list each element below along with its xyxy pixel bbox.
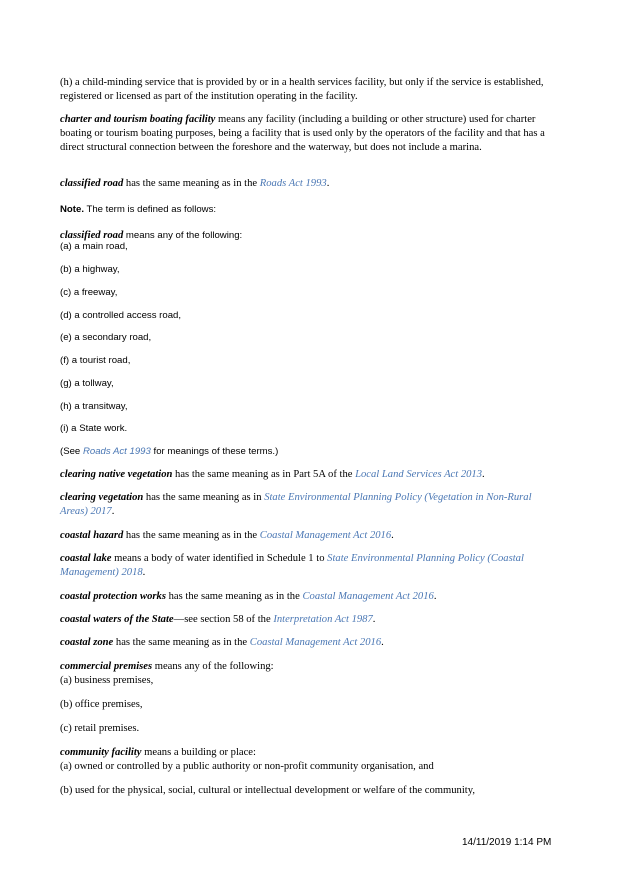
local-land-services-act-link[interactable]: Local Land Services Act 2013 — [355, 469, 483, 480]
coastal-management-act-link[interactable]: Coastal Management Act 2016 — [259, 530, 392, 541]
note: Note. The term is defined as follows: — [60, 204, 217, 215]
interpretation-act-link[interactable]: Interpretation Act 1987 — [273, 614, 373, 625]
see-reference: (See Roads Act 1993 for meanings of these terms.) — [60, 446, 279, 457]
list-item: (c) a freeway, — [60, 287, 118, 298]
list-item: (b) a highway, — [60, 264, 120, 275]
roads-act-link[interactable]: Roads Act 1993 — [259, 178, 327, 189]
defined-term: clearing vegetation — [60, 492, 144, 503]
list-item: (b) office premises, — [60, 699, 143, 710]
defined-term: classified road — [60, 178, 124, 189]
sepp-coastal-management-link[interactable]: State Environmental Planning Policy (Coastal Management) 2018 — [60, 553, 524, 578]
list-item: (a) a main road, — [60, 241, 128, 252]
defined-term: coastal hazard — [60, 530, 124, 541]
list-item: (a) owned or controlled by a public authority or non-profit community organisation, and — [60, 761, 434, 772]
list-item: (a) business premises, — [60, 675, 154, 686]
note-definition-heading: classified road means any of the following: — [60, 230, 243, 241]
list-item: (h) a transitway, — [60, 401, 128, 412]
roads-act-link[interactable]: Roads Act 1993 — [82, 446, 151, 457]
defined-term: coastal protection works — [60, 591, 166, 602]
list-item: (g) a tollway, — [60, 378, 114, 389]
definition-community-facility: community facility means a building or place: — [60, 747, 256, 758]
footer-timestamp: 14/11/2019 1:14 PM — [462, 837, 552, 848]
definition-charter-boating: charter and tourism boating facility means any facility (including a building or other structure) used for charter boating or tourism boating purposes, being a facility that is used only by the operators of the facility and that has a direct structural connection between the foreshore and the waterway, but does not include a marina. — [60, 114, 545, 153]
defined-term: classified road — [60, 230, 124, 241]
list-item: (d) a controlled access road, — [60, 310, 182, 321]
coastal-management-act-link[interactable]: Coastal Management Act 2016 — [249, 637, 382, 648]
definition-coastal-zone: coastal zone has the same meaning as in the Coastal Management Act 2016. — [60, 637, 384, 648]
definition-child-minding: (h) a child-minding service that is provided by or in a health services facility, but only if the service is established, registered or licensed as part of the institution operating in the facility. — [60, 77, 544, 102]
list-item: (b) used for the physical, social, cultural or intellectual development or welfare of the community, — [60, 785, 475, 796]
definition-coastal-hazard: coastal hazard has the same meaning as in the Coastal Management Act 2016. — [60, 530, 394, 541]
definition-coastal-protection-works: coastal protection works has the same meaning as in the Coastal Management Act 2016. — [60, 591, 437, 602]
list-item: (e) a secondary road, — [60, 332, 152, 343]
defined-term: community facility — [60, 747, 142, 758]
defined-term: charter and tourism boating facility — [60, 114, 216, 125]
definition-commercial-premises: commercial premises means any of the following: — [60, 661, 274, 672]
defined-term: coastal zone — [60, 637, 114, 648]
definition-clearing-native-vegetation: clearing native vegetation has the same meaning as in Part 5A of the Local Land Services Act 2013. — [60, 469, 485, 480]
defined-term: clearing native vegetation — [60, 469, 173, 480]
definition-classified-road: classified road has the same meaning as in the Roads Act 1993. — [60, 178, 330, 189]
list-item: (f) a tourist road, — [60, 355, 131, 366]
definition-clearing-vegetation: clearing vegetation has the same meaning as in State Environmental Planning Policy (Vegetation in Non-Rural Areas) 2017. — [60, 492, 532, 517]
sepp-vegetation-link[interactable]: State Environmental Planning Policy (Vegetation in Non-Rural Areas) 2017 — [60, 492, 532, 517]
definition-coastal-lake: coastal lake means a body of water identified in Schedule 1 to State Environmental Planning Policy (Coastal Management) 2018. — [60, 553, 524, 578]
defined-term: commercial premises — [60, 661, 153, 672]
list-item: (i) a State work. — [60, 423, 128, 434]
list-item: (c) retail premises. — [60, 723, 140, 734]
defined-term: coastal lake — [60, 553, 112, 564]
definition-coastal-waters: coastal waters of the State—see section 58 of the Interpretation Act 1987. — [60, 614, 376, 625]
defined-term: coastal waters of the State — [60, 614, 174, 625]
note-label: Note. — [60, 204, 84, 215]
coastal-management-act-link[interactable]: Coastal Management Act 2016 — [302, 591, 434, 602]
